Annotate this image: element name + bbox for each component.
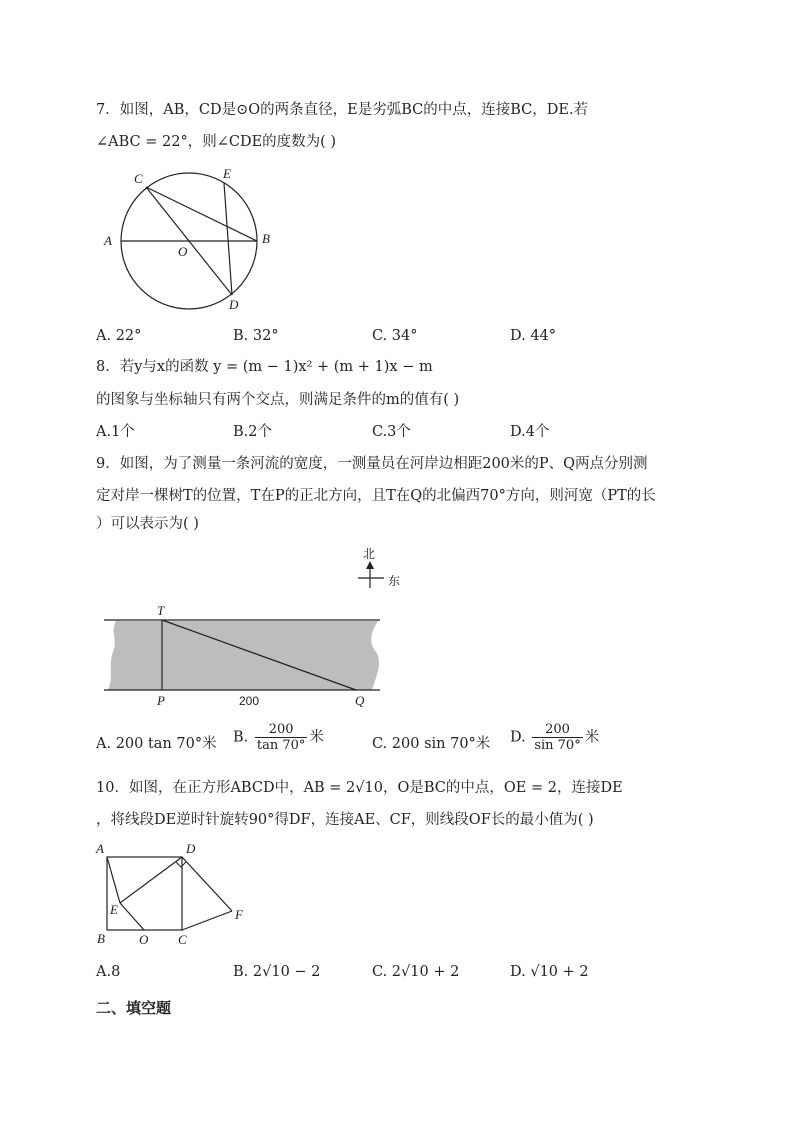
q7-stem-line2: ∠ABC = 22°，则∠CDE的度数为( ) [96, 134, 337, 150]
square-abcd [107, 857, 182, 930]
q9-stem-line3: ）可以表示为( ) [96, 516, 199, 532]
label-p: P [157, 693, 165, 708]
q9-stem-line2: 定对岸一棵树T的位置，T在P的正北方向，且T在Q的北偏西70°方向，则河宽（PT的长 [96, 488, 656, 504]
q7-stem-line1: 7．如图，AB，CD是⊙O的两条直径，E是劣弧BC的中点，连接BC，DE.若 [96, 102, 589, 118]
q8-stem-line1: 8．若y与x的函数 y = (m − 1)x² + (m + 1)x − m [96, 359, 433, 375]
q8-option-a: A.1个 [96, 424, 135, 440]
q9-option-a: A. 200 tan 70°米 [96, 736, 217, 752]
segment-cf [182, 911, 232, 930]
q8-stem-line2: 的图象与坐标轴只有两个交点，则满足条件的m的值有( ) [96, 392, 460, 408]
segment-df [182, 857, 232, 911]
segment-de [120, 857, 182, 903]
segment-eo [120, 903, 144, 930]
label-o: O [178, 244, 188, 259]
label-f: F [235, 907, 243, 922]
label-o: O [139, 932, 149, 947]
label-t: T [157, 603, 165, 618]
segment-ae [107, 857, 120, 903]
q10-option-c: C. 2√10 + 2 [372, 964, 460, 980]
q9-option-d: D. $\frac{200}{\sin 70^\circ}$ 米 [510, 722, 600, 753]
q10-option-a: A.8 [96, 964, 121, 980]
label-q: Q [355, 693, 365, 708]
q9-stem-line1: 9．如图，为了测量一条河流的宽度，一测量员在河岸边相距200米的P、Q两点分别测 [96, 456, 648, 472]
section-title: 二、填空题 [96, 999, 172, 1017]
label-200: 200 [239, 694, 260, 708]
q10-option-d: D. √10 + 2 [510, 964, 589, 980]
q9-option-c: C. 200 sin 70°米 [372, 736, 491, 752]
compass-east: 东 [388, 574, 401, 588]
label-b: B [262, 231, 270, 246]
q10-stem-line2: ，将线段DE逆时针旋转90°得DF，连接AE、CF，则线段OF长的最小值为( ) [96, 812, 594, 828]
q10-option-b: B. 2√10 − 2 [233, 964, 321, 980]
label-e: E [223, 166, 231, 181]
label-d: D [186, 841, 196, 856]
q7-option-a: A. 22° [96, 328, 142, 344]
label-c: C [178, 932, 187, 947]
label-b: B [97, 931, 105, 946]
right-angle-mark [176, 862, 186, 867]
q7-option-c: C. 34° [372, 328, 418, 344]
label-c: C [134, 171, 143, 186]
q7-option-d: D. 44° [510, 328, 557, 344]
q9-option-b: B. $\frac{200}{\tan 70^\circ}$ 米 [233, 722, 324, 753]
q10-stem-line1: 10．如图，在正方形ABCD中，AB = 2√10，O是BC的中点，OE = 2，连接DE [96, 780, 623, 796]
q8-option-c: C.3个 [372, 424, 411, 440]
compass-north: 北 [363, 547, 376, 561]
label-a: A [104, 233, 112, 248]
label-d: D [229, 297, 239, 312]
label-e: E [110, 902, 118, 917]
q8-option-d: D.4个 [510, 424, 550, 440]
label-a: A [96, 841, 104, 856]
q8-option-b: B.2个 [233, 424, 272, 440]
q7-option-b: B. 32° [233, 328, 279, 344]
